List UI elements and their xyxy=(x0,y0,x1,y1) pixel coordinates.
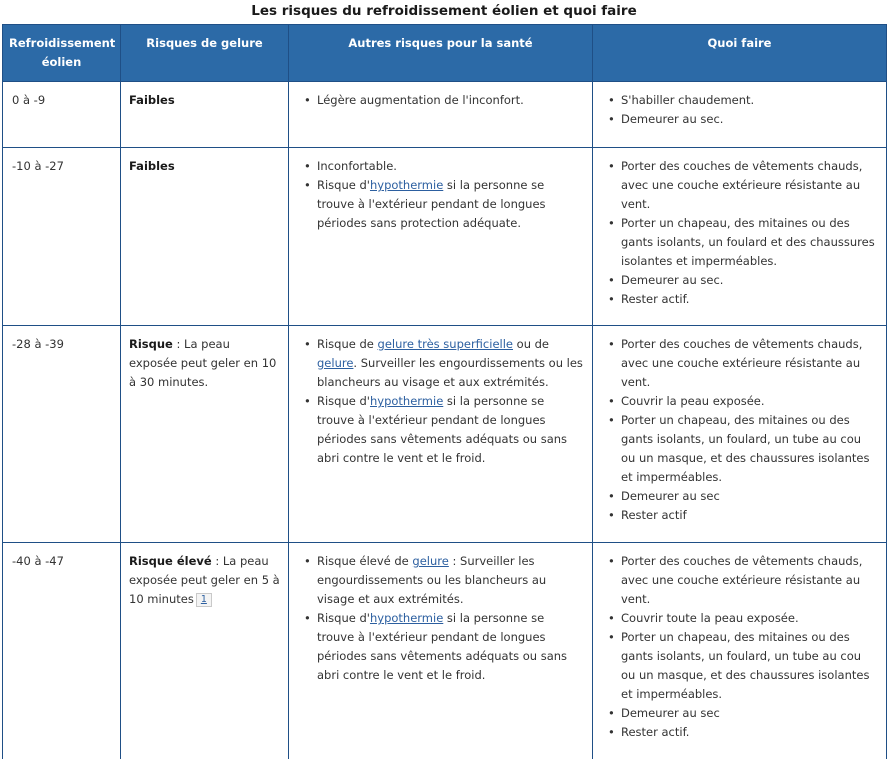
other-risks-list xyxy=(297,157,584,233)
list-item xyxy=(317,176,584,233)
what-to-do-cell xyxy=(593,148,887,326)
what-to-do-list xyxy=(601,552,878,742)
list-item: • Demeurer au sec xyxy=(621,487,878,506)
text: Risque d' xyxy=(317,178,370,192)
frostbite-risk-cell xyxy=(121,148,289,326)
text: si la personne se trouve à l'extérieur pendant de longues périodes sans protection adéquate. xyxy=(317,178,546,230)
table-row xyxy=(3,148,887,326)
wind-chill-range: -10 à -27 xyxy=(3,148,121,326)
frostbite-risk-cell xyxy=(121,543,289,759)
header-what-to-do: Quoi faire xyxy=(593,25,887,82)
text: Risque d' xyxy=(317,611,370,625)
frostbite-link[interactable]: gelure xyxy=(317,356,354,370)
list-item: • Demeurer au sec. xyxy=(621,110,878,129)
text: ou de xyxy=(513,337,550,351)
risk-level: Risque xyxy=(129,337,173,351)
text: . Surveiller les engourdissements ou les blancheurs au visage et aux extrémités. xyxy=(317,356,583,389)
text: si la personne se trouve à l'extérieur pendant de longues périodes sans vêtements adéquats ou sans abri contre le vent et le froid. xyxy=(317,611,568,682)
table-title: Les risques du refroidissement éolien et quoi faire xyxy=(251,3,637,19)
list-item: • Porter des couches de vêtements chauds, avec une couche extérieure résistante au vent. xyxy=(621,552,878,609)
other-risks-cell xyxy=(289,82,593,148)
list-item xyxy=(317,552,584,609)
what-to-do-list xyxy=(601,157,878,309)
list-item: • Porter un chapeau, des mitaines ou des gants isolants, un foulard, un tube au cou ou un masque, et des chaussures isolantes et imperméables. xyxy=(621,628,878,704)
other-risks-list xyxy=(297,91,584,110)
what-to-do-list xyxy=(601,335,878,525)
text: : Surveiller les engourdissements ou les blancheurs au visage et aux extrémités. xyxy=(317,554,547,606)
wind-chill-range: 0 à -9 xyxy=(3,82,121,148)
list-item: • Demeurer au sec xyxy=(621,704,878,723)
text: si la personne se trouve à l'extérieur pendant de longues périodes sans vêtements adéquats ou sans abri contre le vent et le froid. xyxy=(317,394,568,465)
risk-level: Faibles xyxy=(129,159,175,173)
wind-chill-range: -28 à -39 xyxy=(3,326,121,543)
header-frostbite-risk: Risques de gelure xyxy=(121,25,289,82)
list-item xyxy=(317,335,584,392)
list-item: • Demeurer au sec. xyxy=(621,271,878,290)
frostnip-link[interactable]: gelure très superficielle xyxy=(377,337,513,351)
hypothermia-link[interactable]: hypothermie xyxy=(369,394,444,408)
hypothermia-link[interactable]: hypothermie xyxy=(369,611,444,625)
table-row xyxy=(3,543,887,759)
footnote-link[interactable]: 1 xyxy=(196,593,212,607)
list-item: • Porter un chapeau, des mitaines ou des gants isolants, un foulard, un tube au cou ou un masque, et des chaussures isolantes et imperméables. xyxy=(621,411,878,487)
text: Risque élevé de xyxy=(317,554,413,568)
frostbite-risk-cell xyxy=(121,326,289,543)
list-item xyxy=(317,392,584,468)
header-other-risks: Autres risques pour la santé xyxy=(289,25,593,82)
risk-detail: : La peau exposée peut geler en 10 à 30 minutes. xyxy=(129,337,277,389)
other-risks-cell xyxy=(289,326,593,543)
list-item: • Porter des couches de vêtements chauds, avec une couche extérieure résistante au vent. xyxy=(621,335,878,392)
list-item xyxy=(317,609,584,685)
list-item: • Rester actif xyxy=(621,506,878,525)
wind-chill-table xyxy=(2,24,887,759)
text: Risque de xyxy=(317,337,378,351)
other-risks-list xyxy=(297,335,584,468)
risk-detail: : La peau exposée peut geler en 5 à 10 minutes xyxy=(129,554,280,606)
list-item: • Couvrir toute la peau exposée. xyxy=(621,609,878,628)
list-item: • Inconfortable. xyxy=(317,157,584,176)
other-risks-cell xyxy=(289,148,593,326)
hypothermia-link[interactable]: hypothermie xyxy=(369,178,444,192)
what-to-do-cell xyxy=(593,543,887,759)
list-item: • Rester actif. xyxy=(621,723,878,742)
risk-level: Risque élevé xyxy=(129,554,212,568)
table-row xyxy=(3,82,887,148)
header-row xyxy=(3,25,887,82)
what-to-do-cell xyxy=(593,326,887,543)
header-wind-chill: Refroidissement éolien xyxy=(3,25,121,82)
wind-chill-range: -40 à -47 xyxy=(3,543,121,759)
frostbite-risk-cell xyxy=(121,82,289,148)
list-item: • Couvrir la peau exposée. xyxy=(621,392,878,411)
list-item: • Porter des couches de vêtements chauds, avec une couche extérieure résistante au vent. xyxy=(621,157,878,214)
table-row xyxy=(3,326,887,543)
list-item: • Porter un chapeau, des mitaines ou des gants isolants, un foulard et des chaussures isolantes et imperméables. xyxy=(621,214,878,271)
list-item: • S'habiller chaudement. xyxy=(621,91,878,110)
risk-level: Faibles xyxy=(129,93,175,107)
text: Risque d' xyxy=(317,394,370,408)
what-to-do-cell xyxy=(593,82,887,148)
frostbite-link[interactable]: gelure xyxy=(412,554,449,568)
list-item: • Légère augmentation de l'inconfort. xyxy=(317,91,584,110)
other-risks-list xyxy=(297,552,584,685)
other-risks-cell xyxy=(289,543,593,759)
what-to-do-list xyxy=(601,91,878,129)
list-item: • Rester actif. xyxy=(621,290,878,309)
